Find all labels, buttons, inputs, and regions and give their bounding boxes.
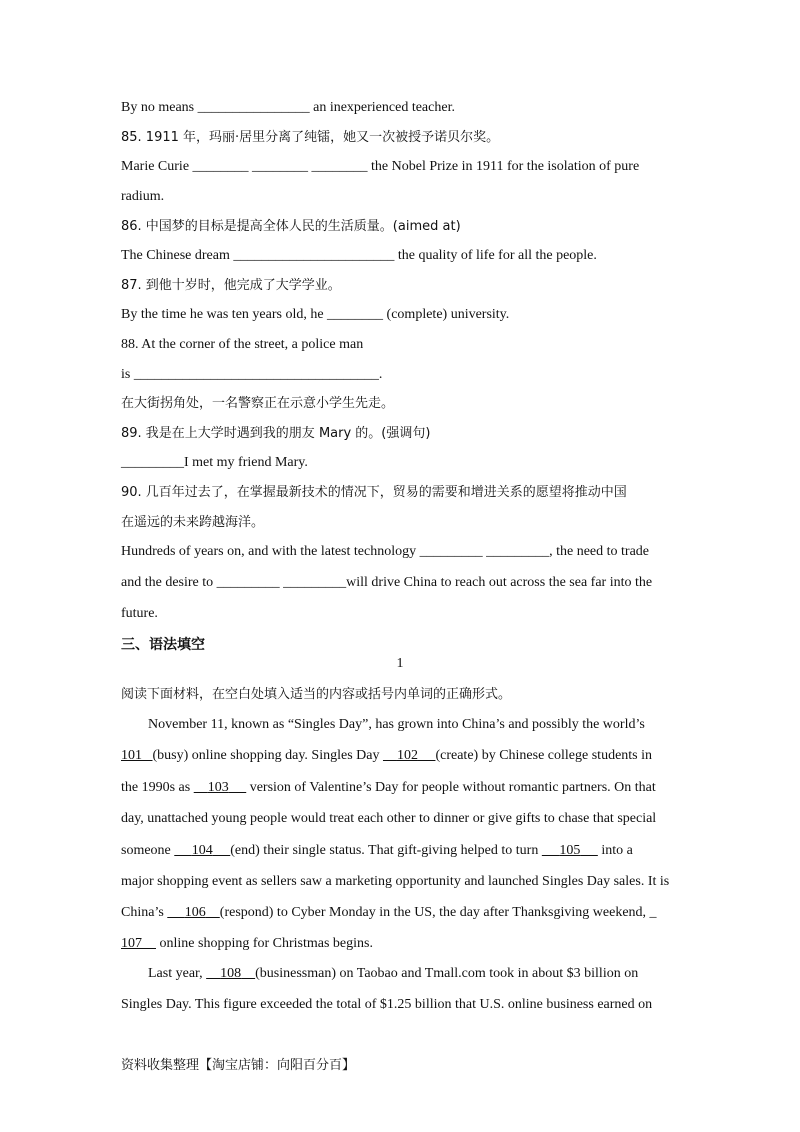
blank-104: 104 [191,843,213,858]
question-87-english: By the time he was ten years old, he ________ (complete) university. [121,307,510,322]
page-footer: 资料收集整理【淘宝店铺：向阳百分百】 [121,1058,356,1073]
question-87-chinese: 87. 到他十岁时，他完成了大学学业。 [121,278,341,293]
question-86-chinese: 86. 中国梦的目标是提高全体人民的生活质量。(aimed at) [121,219,461,234]
question-85-english-cont: radium. [121,189,165,204]
question-88-chinese: 在大街拐角处，一名警察正在示意小学生先走。 [121,396,395,411]
blank-106: 106 [184,905,206,920]
passage-number: 1 [396,656,404,671]
question-88-english-cont: is ___________________________________. [121,367,383,382]
blank-105: 105 [559,843,581,858]
question-89-english: _________I met my friend Mary. [121,455,308,470]
question-86-english: The Chinese dream _______________________ the quality of life for all the people. [121,248,597,263]
question-90-english-end: future. [121,606,158,621]
passage-line: China’s 106 (respond) to Cyber Monday in the US, the day after Thanksgiving weekend, _ [121,905,657,920]
passage-line: Last year, 108 (businessman) on Taobao and Tmall.com took in about $3 billion on [148,966,639,981]
blank-108: 108 [220,966,242,981]
passage-line: 101 (busy) online shopping day. Singles Day 102 (create) by Chinese college students in [121,748,653,763]
passage-line: the 1990s as 103 version of Valentine’s Day for people without romantic partners. On that [121,780,656,795]
question-90-english: Hundreds of years on, and with the latest technology _________ _________, the need to trade [121,544,649,559]
blank-102: 102 [396,748,418,763]
question-90-chinese: 90. 几百年过去了，在掌握最新技术的情况下，贸易的需要和增进关系的愿望将推动中国 [121,485,627,500]
question-88-english: 88. At the corner of the street, a police man [121,337,364,352]
blank-101: 101 [121,748,142,763]
passage-line: 107 online shopping for Christmas begins. [121,936,373,951]
question-85-chinese: 85. 1911 年，玛丽·居里分离了纯镭，她又一次被授予诺贝尔奖。 [121,130,500,145]
question-85-english: Marie Curie ________ ________ ________ the Nobel Prize in 1911 for the isolation of pure [121,159,640,174]
passage-line: someone 104 (end) their single status. That gift-giving helped to turn 105 into a [121,843,633,858]
exercise-line: By no means ________________ an inexperienced teacher. [121,100,455,115]
question-90-chinese-cont: 在遥远的未来跨越海洋。 [121,515,265,530]
passage-line: day, unattached young people would treat each other to dinner or give gifts to chase that special [121,811,657,826]
section-heading: 三、语法填空 [121,637,205,653]
question-90-english-cont: and the desire to _________ _________will drive China to reach out across the sea far into the [121,575,653,590]
section-instruction: 阅读下面材料，在空白处填入适当的内容或括号内单词的正确形式。 [121,687,512,702]
passage-line: Singles Day. This figure exceeded the total of $1.25 billion that U.S. online business earned on [121,997,653,1012]
passage-line: November 11, known as “Singles Day”, has grown into China’s and possibly the world’s [148,717,645,732]
passage-line: major shopping event as sellers saw a marketing opportunity and launched Singles Day sales. It is [121,874,670,889]
question-89-chinese: 89. 我是在上大学时遇到我的朋友 Mary 的。(强调句) [121,426,431,441]
blank-107: 107 [121,936,142,951]
blank-103: 103 [207,780,229,795]
